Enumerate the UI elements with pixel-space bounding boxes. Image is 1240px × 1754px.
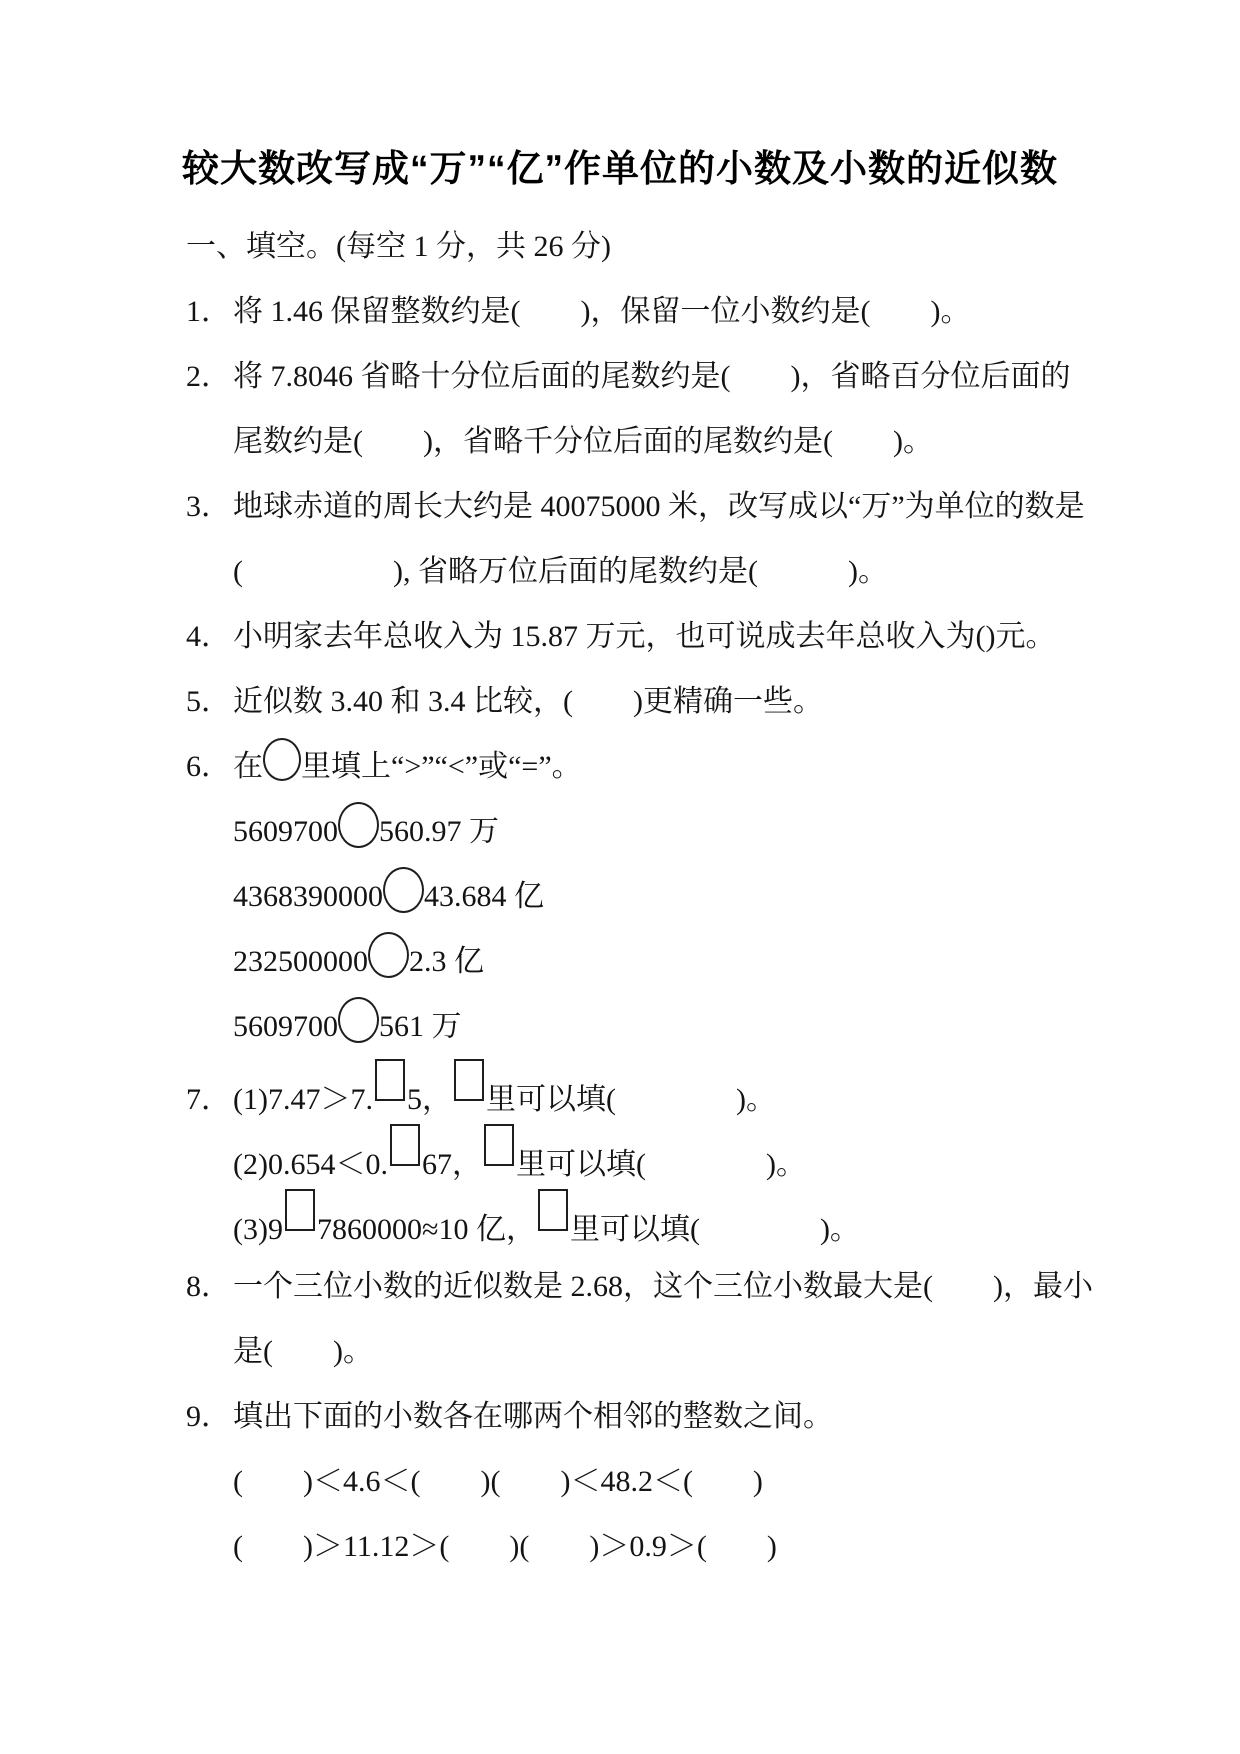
question-3-line-2	[186, 539, 1180, 604]
q6-compare-item-4	[186, 994, 1180, 1059]
q6-item-3-left: 232500000	[233, 945, 368, 978]
question-4	[186, 604, 1180, 669]
q6-text-after-circle: 里填上“>”“<”或“=”。	[301, 750, 582, 783]
circle-placeholder-icon	[263, 738, 301, 781]
q6-text-before-circle: 在	[233, 750, 263, 783]
q6-compare-item-3	[186, 929, 1180, 994]
question-7-item-1	[186, 1059, 1180, 1124]
q9-text-line-1: ( )＜4.6＜( )( )＜48.2＜( )	[233, 1465, 763, 1498]
worksheet-body	[186, 214, 1180, 1579]
q3-number: 3．	[186, 490, 231, 523]
q7-item-3-part-2: 7860000≈10 亿，	[316, 1213, 536, 1246]
q9-number: 9．	[186, 1400, 231, 1433]
q3-text-line-2: ( ), 省略万位后面的尾数约是( )。	[233, 555, 888, 588]
q6-compare-item-1	[186, 799, 1180, 864]
q6-item-4-right: 561 万	[379, 1010, 462, 1043]
question-6-prompt	[186, 734, 1180, 799]
q2-number: 2．	[186, 360, 231, 393]
q1-text: 将 1.46 保留整数约是( )，保留一位小数约是( )。	[233, 295, 971, 328]
question-9-prompt	[186, 1384, 1180, 1449]
q7-item-1-part-1: (1)7.47＞7.	[233, 1083, 373, 1116]
square-placeholder-icon	[390, 1124, 420, 1166]
q6-item-2-left: 4368390000	[233, 880, 383, 913]
circle-placeholder-icon	[383, 867, 424, 913]
q2-text-line-2: 尾数约是( )，省略千分位后面的尾数约是( )。	[233, 425, 933, 458]
circle-placeholder-icon	[368, 932, 409, 978]
square-placeholder-icon	[454, 1059, 484, 1101]
question-1	[186, 279, 1180, 344]
q6-number: 6．	[186, 750, 231, 783]
q6-item-4-left: 5609700	[233, 1010, 338, 1043]
q6-compare-item-2	[186, 864, 1180, 929]
q8-text-line-2: 是( )。	[233, 1335, 373, 1368]
q8-text-line-1: 一个三位小数的近似数是 2.68，这个三位小数最大是( )，最小	[233, 1270, 1093, 1303]
q4-number: 4．	[186, 620, 231, 653]
q9-prompt-text: 填出下面的小数各在哪两个相邻的整数之间。	[233, 1400, 833, 1433]
question-2-line-1	[186, 344, 1180, 409]
q6-item-2-right: 43.684 亿	[424, 880, 544, 913]
q4-text: 小明家去年总收入为 15.87 万元，也可说成去年总收入为()元。	[233, 620, 1056, 653]
q7-number: 7．	[186, 1083, 231, 1116]
q7-item-1-part-2: 5，	[406, 1083, 452, 1116]
circle-placeholder-icon	[338, 997, 379, 1043]
page-title: 较大数改写成“万”“亿”作单位的小数及小数的近似数	[182, 148, 1058, 189]
q2-text-line-1: 将 7.8046 省略十分位后面的尾数约是( )，省略百分位后面的	[233, 360, 1071, 393]
q1-number: 1．	[186, 295, 231, 328]
question-7-item-3	[186, 1189, 1180, 1254]
question-5	[186, 669, 1180, 734]
q5-number: 5．	[186, 685, 231, 718]
square-placeholder-icon	[375, 1059, 405, 1101]
question-9-line-1	[186, 1449, 1180, 1514]
question-7-item-2	[186, 1124, 1180, 1189]
q6-item-1-left: 5609700	[233, 815, 338, 848]
question-8-line-1	[186, 1254, 1180, 1319]
q5-text: 近似数 3.40 和 3.4 比较，( )更精确一些。	[233, 685, 823, 718]
circle-placeholder-icon	[338, 802, 379, 848]
question-8-line-2	[186, 1319, 1180, 1384]
q7-item-1-part-3: 里可以填( )。	[485, 1083, 776, 1116]
q8-number: 8．	[186, 1270, 231, 1303]
q7-item-2-part-1: (2)0.654＜0.	[233, 1148, 388, 1181]
square-placeholder-icon	[484, 1124, 514, 1166]
question-9-line-2	[186, 1514, 1180, 1579]
square-placeholder-icon	[538, 1189, 568, 1231]
q3-text-line-1: 地球赤道的周长大约是 40075000 米，改写成以“万”为单位的数是	[233, 490, 1085, 523]
q7-item-2-part-2: 67，	[421, 1148, 482, 1181]
section-heading: 一、填空。(每空 1 分，共 26 分)	[186, 230, 611, 263]
question-2-line-2	[186, 409, 1180, 474]
q7-item-3-part-3: 里可以填( )。	[569, 1213, 860, 1246]
q7-item-3-part-1: (3)9	[233, 1213, 283, 1246]
q6-item-1-right: 560.97 万	[379, 815, 499, 848]
q7-item-2-part-3: 里可以填( )。	[515, 1148, 806, 1181]
q6-item-3-right: 2.3 亿	[409, 945, 484, 978]
q9-text-line-2: ( )＞11.12＞( )( )＞0.9＞( )	[233, 1530, 777, 1563]
question-3-line-1	[186, 474, 1180, 539]
square-placeholder-icon	[285, 1189, 315, 1231]
